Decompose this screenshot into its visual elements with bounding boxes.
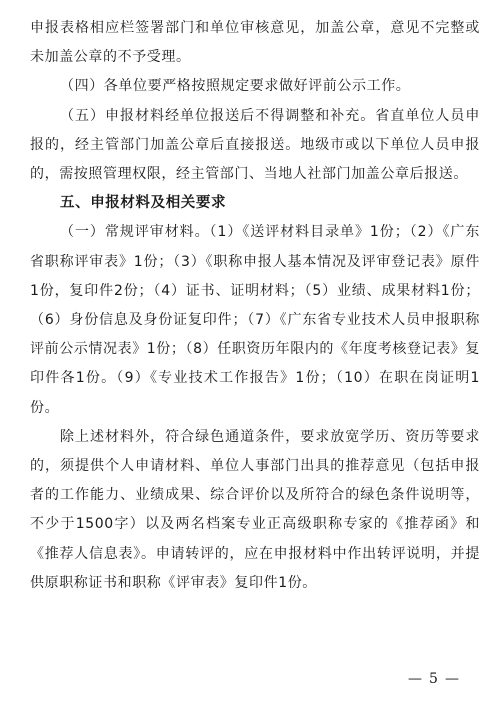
page-number-footer — [394, 671, 474, 687]
section-heading-5: 五、申报材料及相关要求 — [60, 195, 227, 212]
document-page — [30, 14, 480, 598]
page-dash-left: — — [408, 671, 424, 687]
paragraph-item-4: （四）各单位要严格按照规定要求做好评前公示工作。 — [60, 78, 411, 95]
paragraph-item-5: （五）申报材料经单位报送后不得调整和补充。省直单位人员申报的，经主管部门加盖公章后直接报送。地级市或以下单位人员申报的，需按照管理权限，经主管部门、当地人社部门加盖公章后报送。 — [30, 107, 480, 183]
paragraph-continuation: 申报表格相应栏签署部门和单位审核意见，加盖公章，意见不完整或未加盖公章的不予受理。 — [30, 20, 480, 66]
page-dash-right: — — [444, 671, 460, 687]
paragraph-green-channel: 除上述材料外，符合绿色通道条件，要求放宽学历、资历等要求的，须提供个人申请材料、单位人事部门出具的推荐意见（包括申报者的工作能力、业绩成果、综合评价以及所符合的绿色条件说明等，不少于1500字）以及两名档案专业正高级职称专家的《推荐函》和《推荐人信息表》。申请转评的，应在申报材料中作出转评说明，并提供原职称证书和职称《评审表》复印件1份。 — [30, 428, 480, 591]
page-number: 5 — [429, 671, 439, 687]
paragraph-regular-materials: （一）常规评审材料。（1）《送评材料目录单》1份；（2）《广东省职称评审表》1份；（3）《职称申报人基本情况及评审登记表》原件1份，复印件2份；（4）证书、证明材料；（5）业绩、成果材料1份；（6）身份信息及身份证复印件；（7）《广东省专业技术人员申报职称评前公示情况表》1份；（8）任职资历年限内的《年度考核登记表》复印件各1份。（9）《专业技术工作报告》1份；（10）在职在岗证明1份。 — [30, 224, 481, 416]
